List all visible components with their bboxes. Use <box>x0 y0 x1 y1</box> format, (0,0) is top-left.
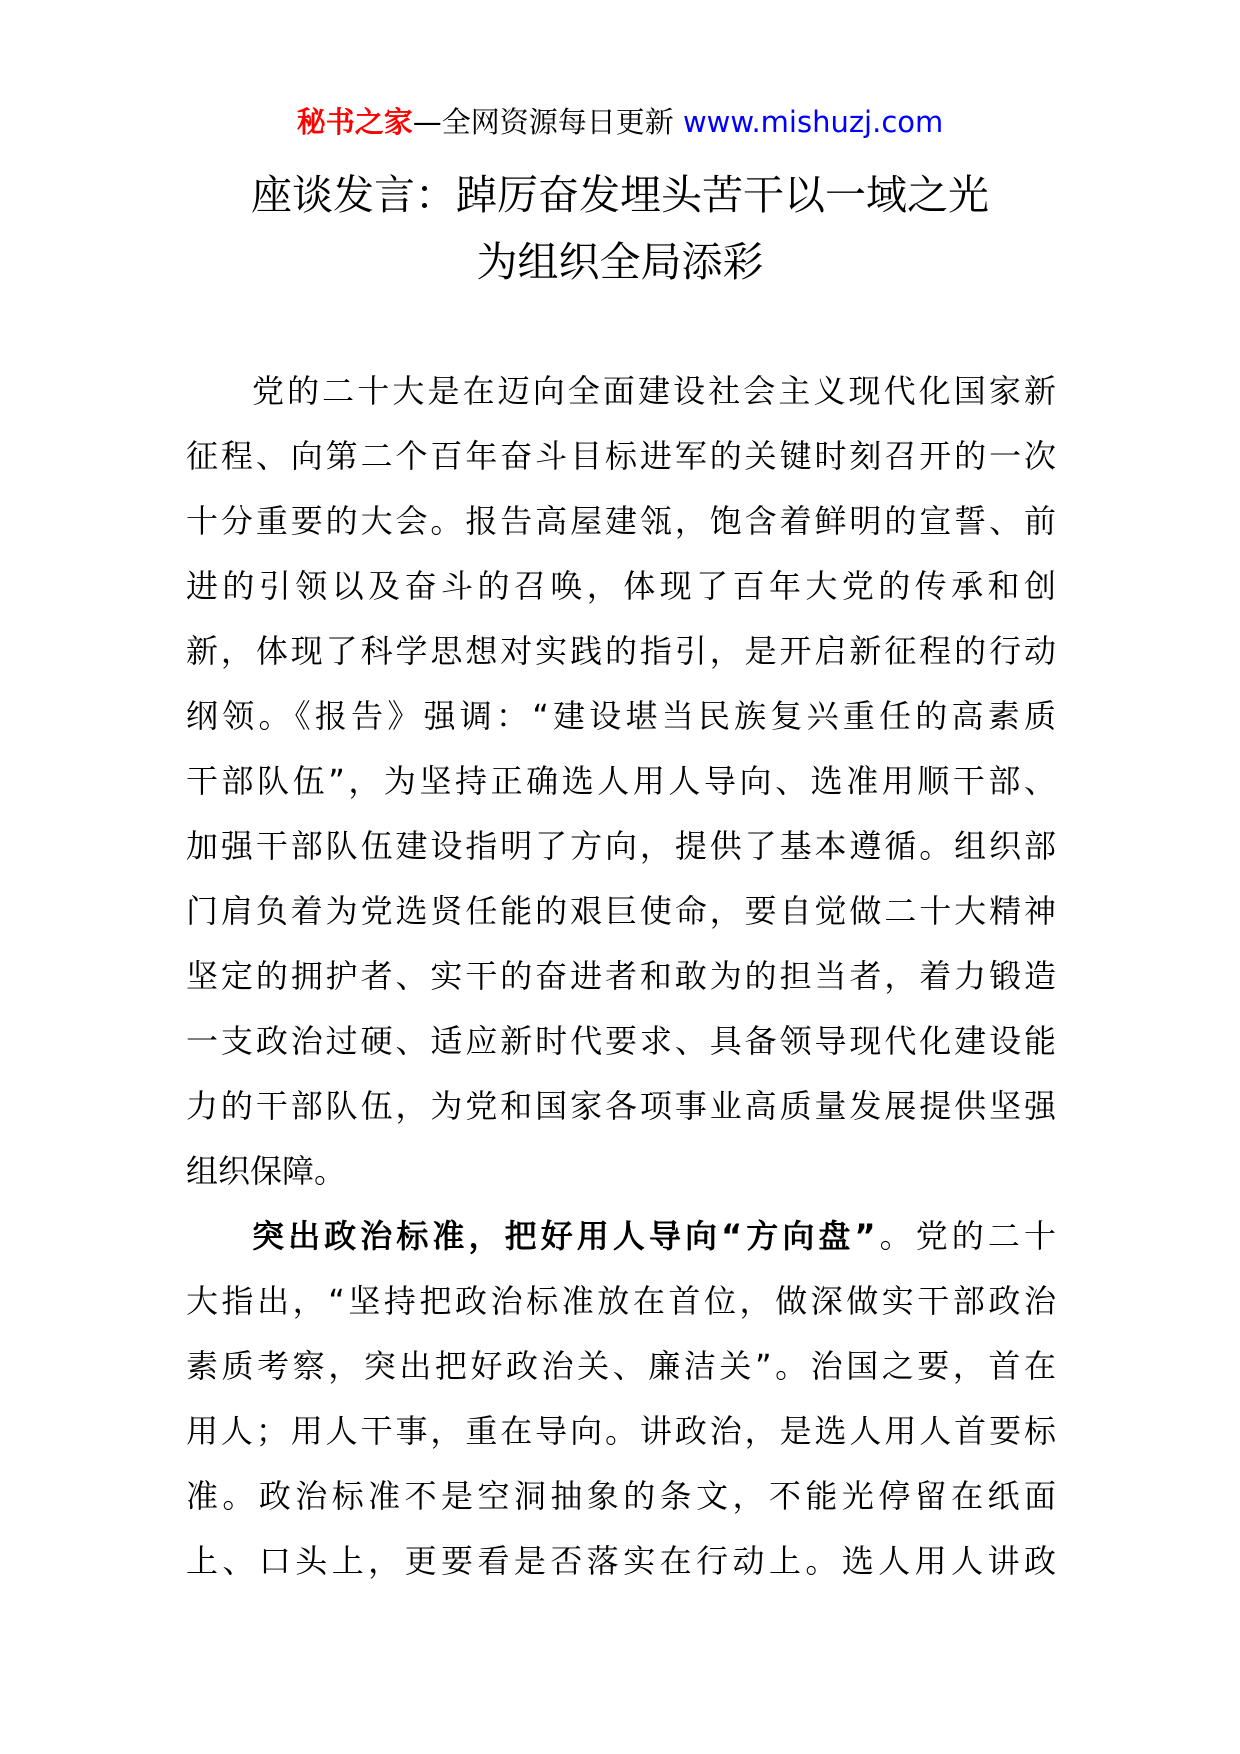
text-line: 一支政治过硬、适应新时代要求、具备领导现代化建设能 <box>186 1022 1056 1060</box>
text-line: 党的二十大是在迈向全面建设社会主义现代化国家新 <box>252 372 1056 410</box>
text-line: 干部队伍”，为坚持正确选人用人导向、选准用顺干部、 <box>186 762 1056 800</box>
text-line: 用人；用人干事，重在导向。讲政治，是选人用人首要标 <box>186 1412 1056 1450</box>
text-line: 大指出，“坚持把政治标准放在首位，做深做实干部政治 <box>186 1282 1056 1320</box>
title-line-2: 为组织全局添彩 <box>476 238 764 286</box>
text-line: 组织保障。 <box>186 1152 347 1190</box>
paragraph-intro <box>186 359 1056 1204</box>
site-url-link[interactable]: www.mishuzj.com <box>682 105 944 139</box>
brand-name: 秘书之家 <box>296 105 413 139</box>
text-line: 进的引领以及奋斗的召唤，体现了百年大党的传承和创 <box>186 567 1056 605</box>
document-body <box>186 359 1056 1594</box>
text-line: 门肩负着为党选贤任能的艰巨使命，要自觉做二十大精神 <box>186 892 1056 930</box>
text-line: 力的干部队伍，为党和国家各项事业高质量发展提供坚强 <box>186 1087 1056 1125</box>
heading-line-rest: 。党的二十 <box>875 1217 1056 1255</box>
paragraph-political-standard <box>186 1204 1056 1594</box>
text-line: 十分重要的大会。报告高屋建瓴，饱含着鲜明的宣誓、前 <box>186 502 1056 540</box>
text-line: 上、口头上，更要看是否落实在行动上。选人用人讲政 <box>186 1542 1056 1580</box>
title-line-1: 座谈发言：踔厉奋发埋头苦干以一域之光 <box>251 171 989 219</box>
text-line <box>186 1204 1056 1269</box>
text-line: 新，体现了科学思想对实践的指引，是开启新征程的行动 <box>186 632 1056 670</box>
section-heading: 突出政治标准，把好用人导向“方向盘” <box>252 1217 876 1255</box>
site-header <box>0 102 1240 142</box>
header-tagline: —全网资源每日更新 <box>412 105 683 139</box>
text-line: 准。政治标准不是空洞抽象的条文，不能光停留在纸面 <box>186 1477 1056 1515</box>
document-title <box>150 162 1090 296</box>
text-line: 纲领。《报告》强调：“建设堪当民族复兴重任的高素质 <box>186 697 1056 735</box>
text-line: 素质考察，突出把好政治关、廉洁关”。治国之要，首在 <box>186 1347 1056 1385</box>
text-line: 加强干部队伍建设指明了方向，提供了基本遵循。组织部 <box>186 827 1056 865</box>
text-line: 坚定的拥护者、实干的奋进者和敢为的担当者，着力锻造 <box>186 957 1056 995</box>
text-line: 征程、向第二个百年奋斗目标进军的关键时刻召开的一次 <box>186 437 1056 475</box>
